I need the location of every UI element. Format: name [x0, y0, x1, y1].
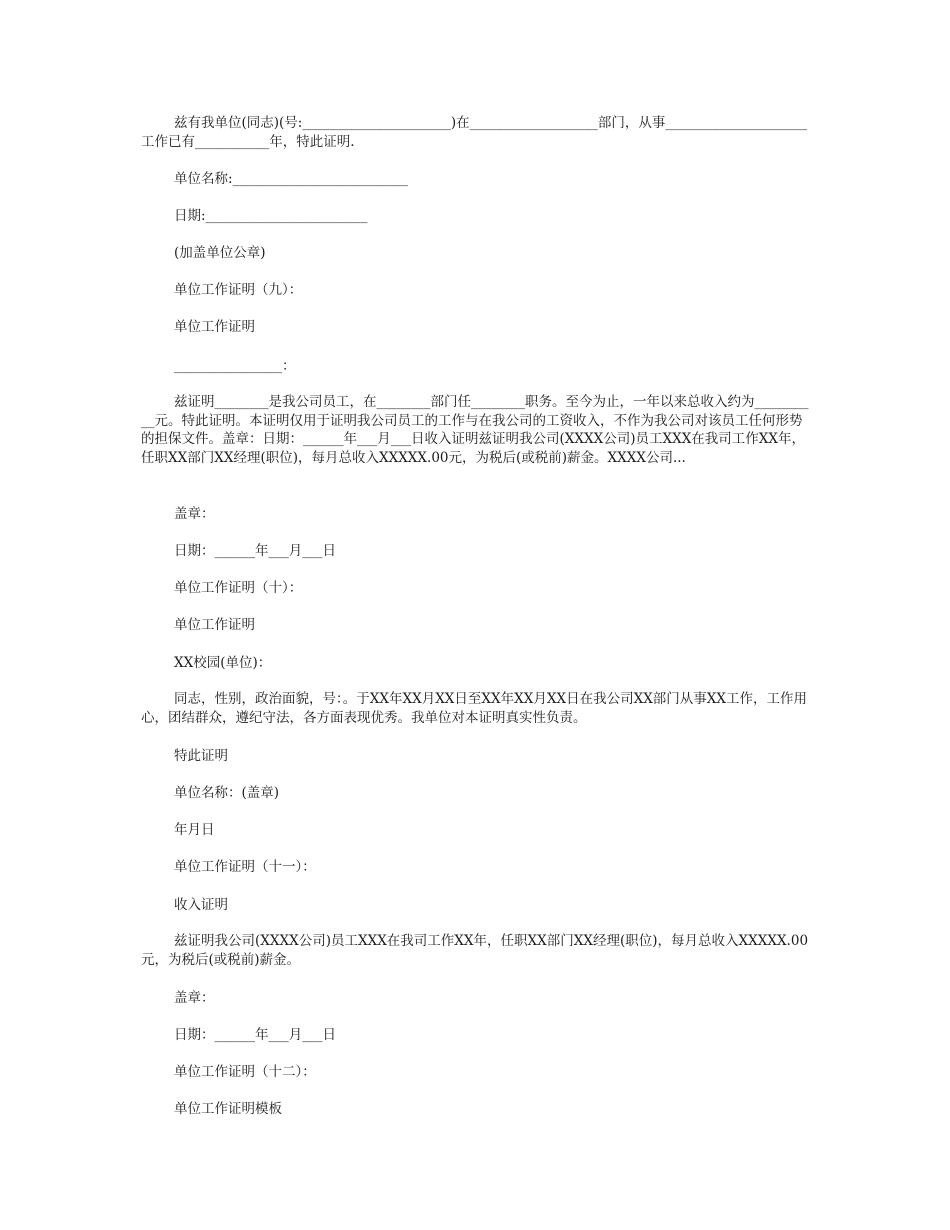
ymd-line: 年月日	[174, 822, 215, 838]
seal-label-1: 盖章：	[174, 506, 215, 522]
seal-note: (加盖单位公章)	[174, 245, 266, 261]
section-heading-11: 单位工作证明（十一）：	[174, 859, 316, 875]
certificate-paragraph-10: 同志，性别，政治面貌，号：。于XX年XX月XX日至XX年XX月XX日在我公司XX部门从事XX工作，工作用心，团结群众，遵纪守法，各方面表现优秀。我单位对本证明真实性负责。	[141, 691, 808, 726]
section-heading-10: 单位工作证明（十）：	[174, 580, 303, 596]
certificate-paragraph-1: 兹有我单位(同志)(号:______________________)在___________________部门，从事_____________________工作已有___________年，特此证明.	[141, 115, 808, 150]
income-paragraph: 兹证明我公司(XXXX公司)员工XXX在我司工作XX年，任职XX部门XX经理(职位)，每月总收入XXXXX.00元，为税后(或税前)薪金。	[141, 933, 809, 968]
seal-label-2: 盖章：	[174, 990, 215, 1006]
section-heading-12: 单位工作证明（十二）：	[174, 1064, 316, 1080]
certificate-paragraph-9: 兹证明________是我公司员工，在________部门任________职务。至今为止，一年以来总收入约为__________元。特此证明。本证明仅用于证明我公司员工的工作与在我公司的工资收入，不作为我公司对该员工任何形势的担保文件。盖章：日期：______年___月___日收入证明兹证明我公司(XXXX公司)员工XXX在我司工作XX年，任职XX部门XX经理(职位)，每月总收入XXXXX.00元，为税后(或税前)薪金。XXXX公司...	[141, 394, 809, 466]
unit-name-line: 单位名称:__________________________	[174, 171, 409, 187]
certificate-title-9: 单位工作证明	[174, 319, 255, 335]
certify-note: 特此证明	[174, 748, 228, 764]
date-label-2: 日期：______年___月___日	[174, 1027, 336, 1043]
date-label-1: 日期：______年___月___日	[174, 543, 336, 559]
certificate-title-10: 单位工作证明	[174, 617, 255, 633]
income-certificate-title: 收入证明	[174, 897, 228, 913]
unit-name-seal: 单位名称：(盖章)	[174, 785, 280, 801]
addressee-line: ________________：	[174, 358, 296, 374]
recipient-line: XX校园(单位)：	[174, 655, 272, 671]
template-title: 单位工作证明模板	[174, 1101, 282, 1117]
section-heading-9: 单位工作证明（九）：	[174, 282, 303, 298]
date-line: 日期:________________________	[174, 208, 368, 224]
